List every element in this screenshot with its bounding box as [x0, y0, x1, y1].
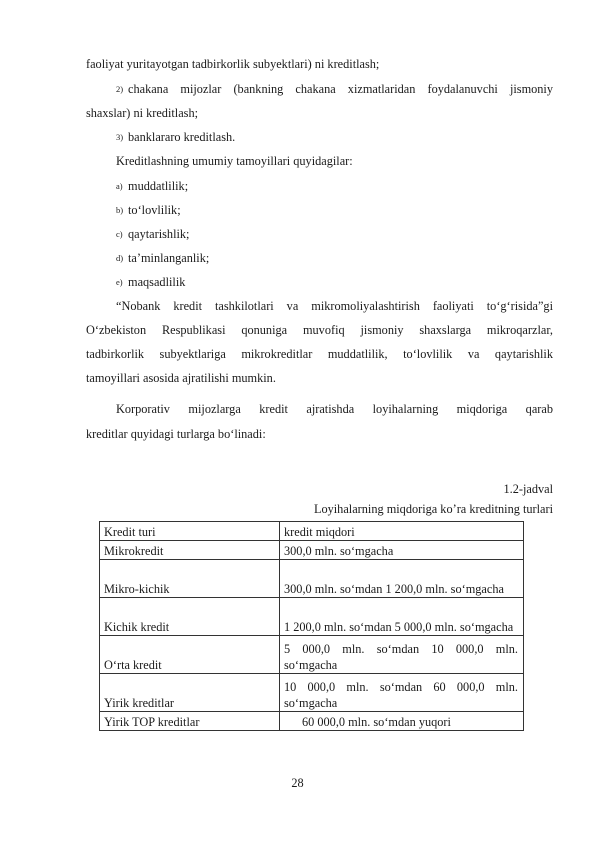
table-cell: Mikro-kichik [100, 560, 280, 598]
list-item: maqsadlilik [128, 275, 186, 289]
table-header-cell: Kredit turi [100, 522, 280, 541]
text-line: tadbirkorlik subyektlariga mikrokreditlar muddatlilik, to‘lovlilik va qaytarishlik [86, 347, 553, 361]
table-header-row [100, 522, 524, 541]
list-number: 3) [116, 132, 124, 142]
table-cell: Yirik kreditlar [100, 674, 280, 712]
table-cell: Mikrokredit [100, 541, 280, 560]
text-line: chakana mijozlar (bankning chakana xizmatlaridan foydalanuvchi jismoniy [128, 82, 553, 96]
list-marker: e) [116, 277, 123, 287]
text-line: Korporativ mijozlarga kredit ajratishda loyihalarning miqdoriga qarab [116, 402, 553, 416]
list-item: qaytarishlik; [128, 227, 190, 241]
list-number: 2) [116, 84, 124, 94]
table-title: Loyihalarning miqdoriga ko’ra kreditning turlari [313, 502, 553, 516]
table-cell: 300,0 mln. so‘mdan 1 200,0 mln. so‘mgacha [280, 560, 524, 598]
table-row [100, 636, 524, 674]
table-cell: 1 200,0 mln. so‘mdan 5 000,0 mln. so‘mgacha [280, 598, 524, 636]
list-item: muddatlilik; [128, 179, 189, 193]
table-row [100, 712, 524, 731]
table-header-cell: kredit miqdori [280, 522, 524, 541]
text-line: shaxslar) ni kreditlash; [86, 106, 199, 120]
list-marker: b) [116, 205, 124, 215]
text-line: tamoyillari asosida ajratilishi mumkin. [86, 371, 276, 385]
text-line: faoliyat yuritayotgan tadbirkorlik subyektlari) ni kreditlash; [86, 57, 380, 71]
table-row [100, 598, 524, 636]
table-row [100, 560, 524, 598]
table-cell: Kichik kredit [100, 598, 280, 636]
table-cell: Yirik TOP kreditlar [100, 712, 280, 731]
table-cell: 10 000,0 mln. so‘mdan 60 000,0 mln. so‘mgacha [280, 674, 524, 712]
list-item: to‘lovlilik; [128, 203, 181, 217]
text-line: kreditlar quyidagi turlarga bo‘linadi: [86, 427, 266, 441]
text-line: banklararo kreditlash. [128, 130, 236, 144]
table-cell: 5 000,0 mln. so‘mdan 10 000,0 mln. so‘mgacha [280, 636, 524, 674]
table-cell: 60 000,0 mln. so‘mdan yuqori [280, 712, 524, 731]
credit-types-table [99, 521, 524, 731]
list-marker: d) [116, 253, 124, 263]
table-cell: 300,0 mln. so‘mgacha [280, 541, 524, 560]
table-row [100, 674, 524, 712]
page-number: 28 [291, 776, 304, 790]
table-label: 1.2-jadval [503, 482, 553, 496]
list-marker: a) [116, 181, 123, 191]
list-marker: c) [116, 229, 123, 239]
text-line: Kreditlashning umumiy tamoyillari quyidagilar: [116, 154, 353, 168]
table-row [100, 541, 524, 560]
table-cell: O‘rta kredit [100, 636, 280, 674]
text-line: “Nobank kredit tashkilotlari va mikromoliyalashtirish faoliyati to‘g‘risida”gi [116, 299, 553, 313]
list-item: ta’minlanganlik; [128, 251, 210, 265]
text-line: O‘zbekiston Respublikasi qonuniga muvofiq jismoniy shaxslarga mikroqarzlar, [86, 323, 553, 337]
